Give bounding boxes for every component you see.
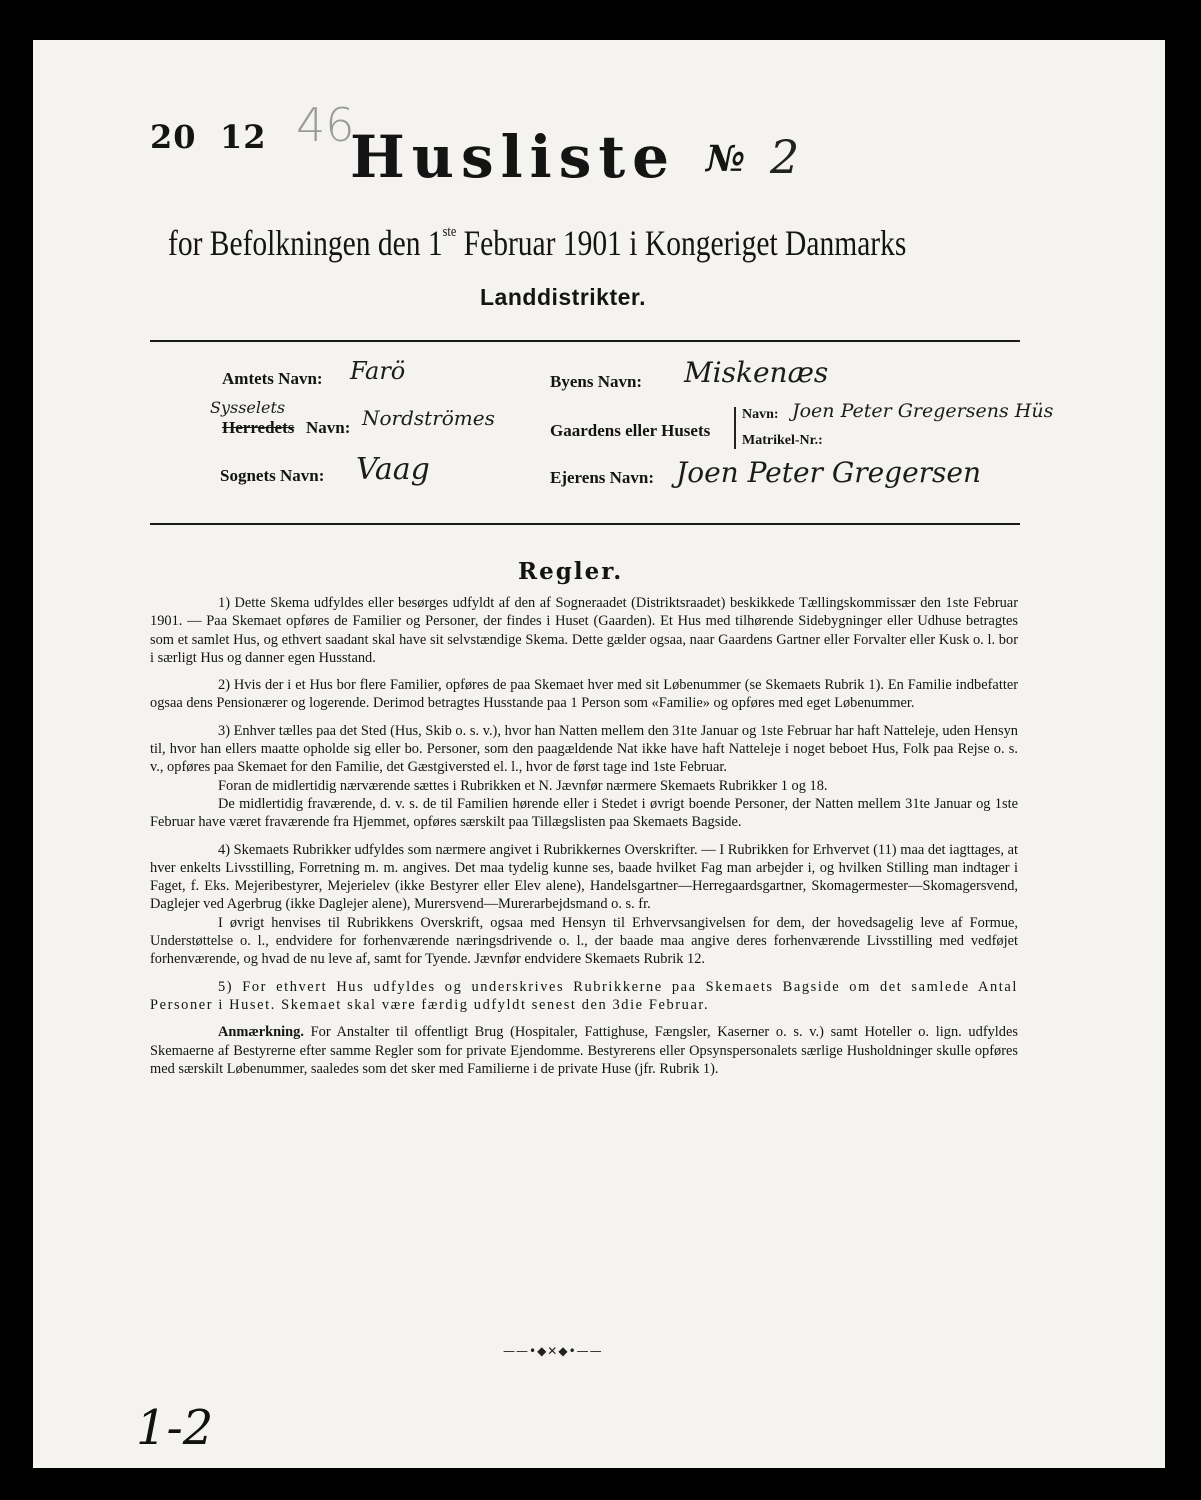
stamp-number-right: 12 [220, 118, 267, 156]
gaard-navn-value: Joen Peter Gregersens Hüs [792, 400, 1054, 422]
rule-3-note-absent: De midlertidig fraværende, d. v. s. de til Familien hørende eller i Stedet i øvrigt boende Personer, der Natten mellem 31te Januar og 1ste Februar have været fraværende fra Hjemmet, opføres særskilt paa Tillægslisten paa Skemaets Bagside. [150, 795, 1018, 831]
by-label: Byens Navn: [550, 372, 643, 391]
ejer-label: Ejerens Navn: [550, 468, 655, 487]
annotation-label: Anmærkning. [218, 1024, 304, 1041]
district-type: Landdistrikter. [480, 284, 646, 310]
rule-1: 1) Dette Skema udfyldes eller besørges udfyldt af den af Sogneraadet (Distriktsraadet) beskikkede Tællingskommissær den 1ste Februar 1901. — Paa Skemaet opføres de Familier og Personer, der findes i Huset (Gaarden). Et Hus med tilhørende Sidebygninger eller Udhuse betragtes som et samlet Hus, og ethvert saadant skal have sit selvstændige Skema. Dette gælder ogsaa, naar Gaardens Gartner eller Forvalter eller Kusk o. l. bor i særligt Hus og danner egen Husstand. [150, 595, 1018, 666]
house-number: 2 [770, 130, 800, 184]
ornament-divider: ——•◆✕◆•—— [503, 1344, 603, 1358]
rule-4: 4) Skemaets Rubrikker udfyldes som nærmere angivet i Rubrikkernes Overskrifter. — I Rubrikken for Erhvervet (11) maa det iagttages, at hver enkelts Livsstilling, Forretning m. m. angives. Det maa tydelig kunne ses, baade hvilket Fag man arbejder i, og hvilken Stilling man indtager i Faget, f. Eks. Mejeribestyrer, Mejerielev (ikke Bestyrer eller Elev alene), Handelsgartner—Herregaardsgartner, Skomagermester—Skomagersvend, Daglejer ved Agerbrug (ikke Daglejer alene), Murersvend—Murerarbejdsmand o. s. fr. [150, 841, 1018, 913]
bottom-number: 1-2 [136, 1400, 214, 1456]
divider-bottom [150, 523, 1020, 525]
rule-4-note: I øvrigt henvises til Rubrikkens Overskrift, ogsaa med Hensyn til Erhvervsangivelsen for dem, der hovedsagelig leve af Formue, Understøttelse o. l., endvidere for forhenværende næringsdrivende o. l., der baade maa angive deres forhenværende Livsstilling med vedføjet forhenværende, og hvad de nu leve af, samt for Tyende. Jævnfør endvidere Skemaets Rubrik 12. [150, 914, 1018, 968]
herred-label: Navn: [306, 418, 351, 437]
number-sign: № [706, 138, 746, 180]
amt-label: Amtets Navn: [222, 369, 323, 388]
gaard-brace [734, 407, 736, 449]
form-title: Husliste [350, 123, 677, 191]
rule-3-note-present: Foran de midlertidig nærværende sættes i Rubrikken et N. Jævnfør nærmere Skemaets Rubrikker 1 og 18. [218, 777, 828, 794]
annotation [150, 1023, 1018, 1078]
rule-3: 3) Enhver tælles paa det Sted (Hus, Skib o. s. v.), hvor han Natten mellem den 31te Januar og 1ste Februar har haft Natteleje, uden Hensyn til, hvor han ellers maatte opholde sig eller bo. Personer, som den paagældende Nat ikke have haft Natteleje i noget beboet Hus, Folk paa Rejse o. s. v., opføres paa Skemaet for den Familie, det Gæstgiversted el. l., hvor de først tage ind 1ste Februar. [150, 722, 1018, 776]
divider-top [150, 340, 1020, 342]
sogn-value: Vaag [356, 452, 430, 487]
by-value: Miskenæs [684, 356, 829, 389]
ejer-value: Joen Peter Gregersen [676, 456, 982, 489]
rule-5: 5) For ethvert Hus udfyldes og underskrives Rubrikkerne paa Skemaets Bagside om det samlede Antal Personer i Huset. Skemaet skal være færdig udfyldt senest den 3die Februar. [150, 978, 1018, 1013]
sogn-label: Sognets Navn: [220, 466, 325, 485]
pencil-note: 46 [296, 98, 355, 152]
herred-label-struck: Herredets [222, 418, 295, 437]
herred-insert: Sysselets [210, 398, 286, 417]
rules-heading: Regler. [518, 558, 624, 585]
form-subtitle: for Befolkningen den 1ste Februar 1901 i Kongeriget Danmarks [168, 223, 907, 263]
rules-body [150, 594, 1018, 1078]
amt-value: Farö [350, 357, 406, 385]
gaard-label: Gaardens eller Husets [550, 421, 711, 440]
herred-value: Nordströmes [362, 406, 495, 430]
annotation-text: For Anstalter til offentligt Brug (Hospitaler, Fattighuse, Fængsler, Kaserner o. s. v.) samt Hoteller o. lign. udfyldes Skemaerne af Bestyrerne efter samme Regler som for private Ejendomme. Bestyrerens eller Opsynspersonalets særlige Husholdninger skulle opføres med særskilt Løbenummer, saaledes som det sker med Familierne i de private Huse (jfr. Rubrik 1). [150, 1024, 1018, 1077]
stamp-number-left: 20 [150, 118, 197, 156]
gaard-navn-label: Navn: [742, 407, 779, 422]
matrikel-label: Matrikel-Nr.: [742, 433, 823, 448]
rule-2: 2) Hvis der i et Hus bor flere Familier, opføres de paa Skemaet hver med sit Løbenummer (se Skemaets Rubrik 1). En Familie indbefatter ogsaa dens Pensionærer og logerende. Derimod betragtes Husstande paa 1 Person som «Familie» og opføres med eget Løbenummer. [150, 677, 1018, 712]
